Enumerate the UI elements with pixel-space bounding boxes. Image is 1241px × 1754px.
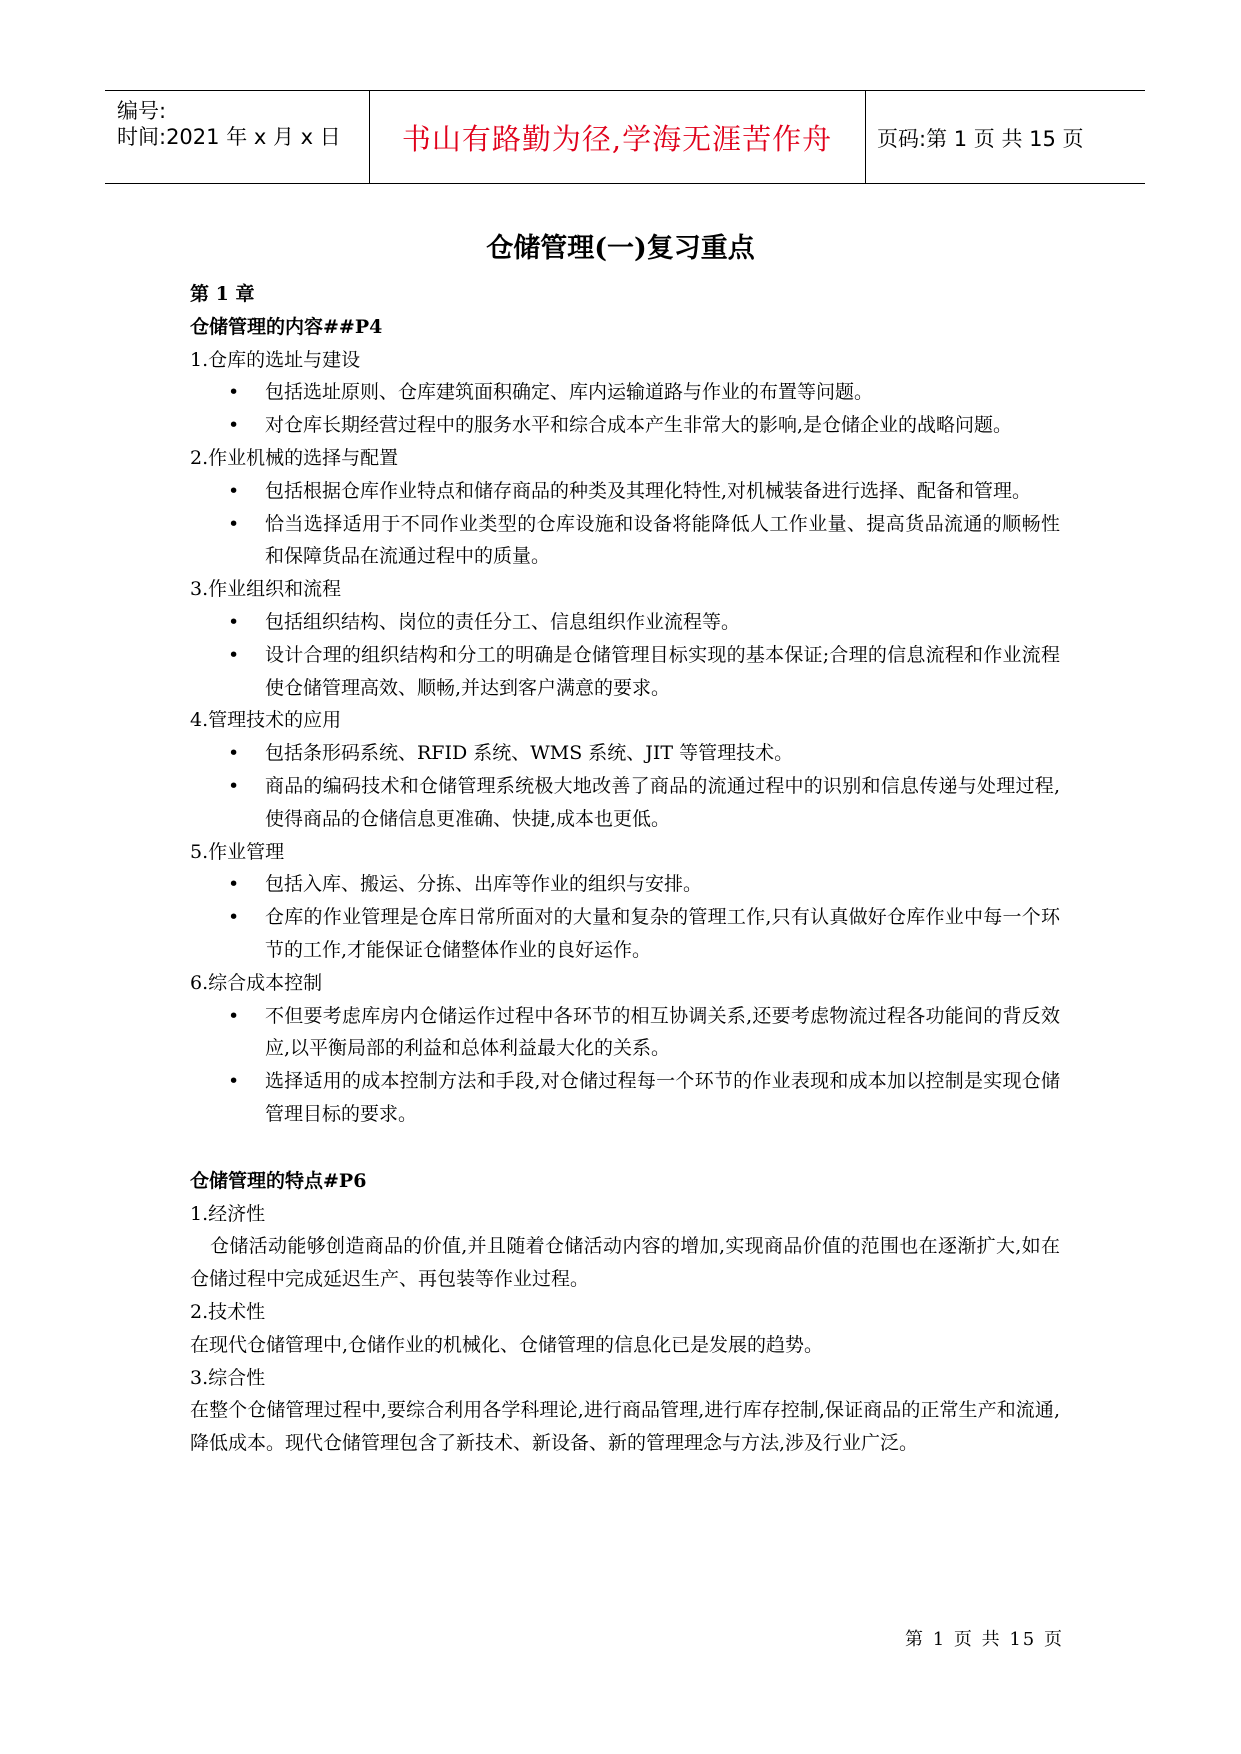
page-header bbox=[105, 90, 1145, 184]
list-item-text: 包括选址原则、仓库建筑面积确定、库内运输道路与作业的布置等问题。 bbox=[265, 381, 874, 404]
bullet-list bbox=[190, 475, 1060, 573]
content-item bbox=[190, 1362, 1060, 1460]
item-heading: 4.管理技术的应用 bbox=[190, 709, 342, 732]
page-number-label: 页码:第 1 页 共 15 页 bbox=[877, 127, 1084, 151]
section-heading: 仓储管理的内容##P4 bbox=[190, 315, 383, 338]
content-item bbox=[190, 836, 1060, 967]
list-item bbox=[190, 901, 1060, 967]
list-item-text: 商品的编码技术和仓储管理系统极大地改善了商品的流通过程中的识别和信息传递与处理过程,使得商品的仓储信息更准确、快捷,成本也更低。 bbox=[265, 774, 1060, 830]
list-item-text: 仓库的作业管理是仓库日常所面对的大量和复杂的管理工作,只有认真做好仓库作业中每一个环节的工作,才能保证仓储整体作业的良好运作。 bbox=[265, 906, 1060, 961]
content-item bbox=[190, 1198, 1060, 1296]
list-item-text: 对仓库长期经营过程中的服务水平和综合成本产生非常大的影响,是仓储企业的战略问题。 bbox=[265, 414, 1013, 437]
bullet-icon: • bbox=[228, 1070, 240, 1093]
bullet-list bbox=[190, 737, 1060, 835]
header-left-cell bbox=[105, 91, 370, 183]
item-heading: 3.作业组织和流程 bbox=[190, 578, 342, 601]
list-item bbox=[190, 1000, 1060, 1066]
bullet-icon: • bbox=[228, 381, 240, 404]
item-heading: 2.作业机械的选择与配置 bbox=[190, 446, 399, 469]
content-item bbox=[190, 344, 1060, 442]
page-footer: 第 1 页 共 15 页 bbox=[905, 1629, 1064, 1650]
list-item bbox=[190, 508, 1060, 574]
content-item bbox=[190, 442, 1060, 573]
item-heading: 6.综合成本控制 bbox=[190, 971, 323, 994]
section-spacer bbox=[190, 1131, 1060, 1165]
list-item-text: 包括入库、搬运、分拣、出库等作业的组织与安排。 bbox=[265, 873, 703, 896]
item-heading: 5.作业管理 bbox=[190, 840, 285, 863]
list-item bbox=[190, 868, 1060, 901]
bullet-icon: • bbox=[228, 414, 240, 437]
list-item-text: 恰当选择适用于不同作业类型的仓库设施和设备将能降低人工作业量、提高货品流通的顺畅性和保障货品在流通过程中的质量。 bbox=[265, 512, 1060, 568]
document-body bbox=[190, 278, 1060, 1460]
bullet-icon: • bbox=[228, 873, 240, 896]
content-item bbox=[190, 704, 1060, 835]
motto-text: 书山有路勤为径,学海无涯苦作舟 bbox=[401, 122, 833, 156]
list-item-text: 包括组织结构、岗位的责任分工、信息组织作业流程等。 bbox=[265, 610, 741, 633]
list-item bbox=[190, 639, 1060, 705]
list-item bbox=[190, 1065, 1060, 1131]
list-item-text: 选择适用的成本控制方法和手段,对仓储过程每一个环节的作业表现和成本加以控制是实现仓储管理目标的要求。 bbox=[265, 1070, 1060, 1125]
item-heading: 2.技术性 bbox=[190, 1300, 266, 1323]
list-item bbox=[190, 475, 1060, 508]
bullet-icon: • bbox=[228, 742, 240, 765]
content-item bbox=[190, 967, 1060, 1131]
bullet-list bbox=[190, 868, 1060, 966]
item-heading: 1.仓库的选址与建设 bbox=[190, 348, 361, 371]
section-heading: 仓储管理的特点#P6 bbox=[190, 1169, 367, 1192]
item-paragraph: 仓储活动能够创造商品的价值,并且随着仓储活动内容的增加,实现商品价值的范围也在逐渐扩大,如在仓储过程中完成延迟生产、再包装等作业过程。 bbox=[190, 1235, 1060, 1291]
bullet-list bbox=[190, 376, 1060, 442]
serial-label: 编号: bbox=[117, 99, 167, 123]
item-heading: 3.综合性 bbox=[190, 1366, 266, 1389]
bullet-icon: • bbox=[228, 512, 240, 535]
bullet-icon: • bbox=[228, 479, 240, 502]
bullet-icon: • bbox=[228, 774, 240, 797]
item-paragraph: 在整个仓储管理过程中,要综合利用各学科理论,进行商品管理,进行库存控制,保证商品的正常生产和流通,降低成本。现代仓储管理包含了新技术、新设备、新的管理理念与方法,涉及行业广泛。 bbox=[190, 1399, 1060, 1455]
bullet-list bbox=[190, 1000, 1060, 1131]
document-title: 仓储管理(一)复习重点 bbox=[486, 233, 755, 264]
header-motto-cell bbox=[369, 91, 866, 183]
bullet-icon: • bbox=[228, 906, 240, 929]
list-item bbox=[190, 770, 1060, 836]
list-item bbox=[190, 409, 1060, 442]
list-item-text: 不但要考虑库房内仓储运作过程中各环节的相互协调关系,还要考虑物流过程各功能间的背反效应,以平衡局部的利益和总体利益最大化的关系。 bbox=[265, 1004, 1060, 1060]
item-paragraph: 在现代仓储管理中,仓储作业的机械化、仓储管理的信息化已是发展的趋势。 bbox=[190, 1333, 824, 1356]
bullet-list bbox=[190, 606, 1060, 704]
item-heading: 1.经济性 bbox=[190, 1202, 266, 1225]
header-right-cell bbox=[865, 91, 1145, 183]
list-item bbox=[190, 737, 1060, 770]
list-item bbox=[190, 376, 1060, 409]
chapter-heading: 第 1 章 bbox=[190, 283, 255, 305]
content-item bbox=[190, 573, 1060, 704]
bullet-icon: • bbox=[228, 643, 240, 666]
content-item bbox=[190, 1296, 1060, 1362]
list-item bbox=[190, 606, 1060, 639]
bullet-icon: • bbox=[228, 610, 240, 633]
list-item-text: 包括条形码系统、RFID 系统、WMS 系统、JIT 等管理技术。 bbox=[265, 742, 794, 765]
bullet-icon: • bbox=[228, 1004, 240, 1027]
list-item-text: 设计合理的组织结构和分工的明确是仓储管理目标实现的基本保证;合理的信息流程和作业流程使仓储管理高效、顺畅,并达到客户满意的要求。 bbox=[265, 643, 1060, 699]
time-label: 时间:2021 年 x 月 x 日 bbox=[117, 125, 341, 149]
list-item-text: 包括根据仓库作业特点和储存商品的种类及其理化特性,对机械装备进行选择、配备和管理。 bbox=[265, 479, 1032, 502]
